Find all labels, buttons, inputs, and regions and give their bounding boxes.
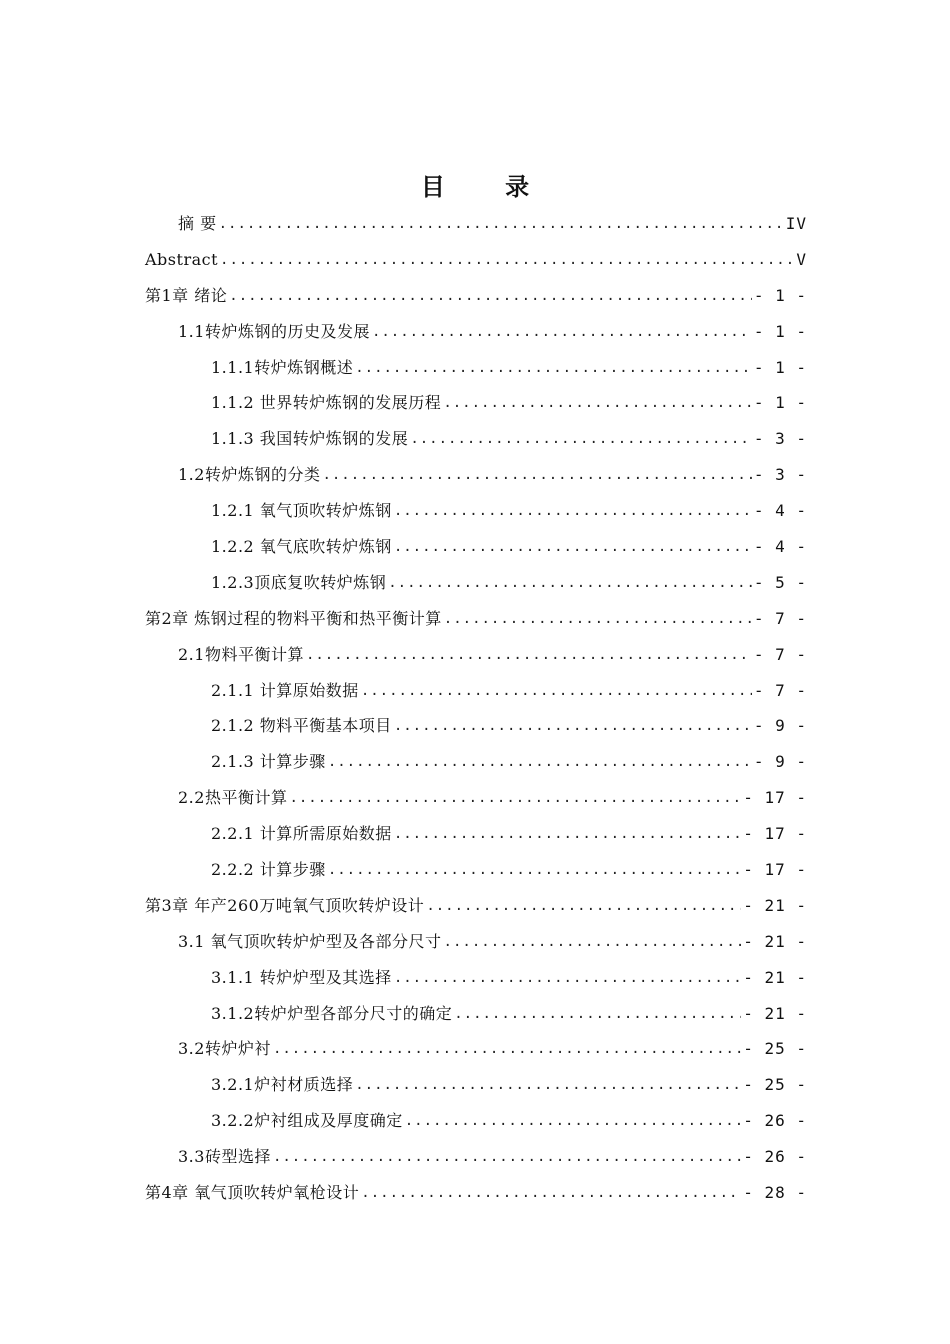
- toc-entry-title: 2.1.1 计算原始数据: [211, 680, 359, 700]
- toc-entry[interactable]: [145, 708, 807, 744]
- dot-leader: [322, 465, 751, 485]
- toc-entry-title: 1.1.3 我国转炉炼钢的发展: [211, 429, 409, 449]
- dot-leader: [394, 824, 741, 844]
- toc-entry[interactable]: [145, 1067, 807, 1103]
- toc-entry-page-number: - 3 -: [753, 429, 807, 449]
- toc-entry-title: 第1章 绪论: [145, 285, 228, 305]
- toc-entry-title: 2.2热平衡计算: [178, 788, 288, 808]
- dot-leader: [328, 860, 741, 880]
- toc-entry-title: 3.2转炉炉衬: [178, 1039, 271, 1059]
- toc-entry[interactable]: [145, 1139, 807, 1175]
- toc-entry[interactable]: [145, 242, 807, 278]
- dot-leader: [394, 501, 752, 521]
- toc-entry-page-number: - 7 -: [753, 680, 807, 700]
- toc-entry-title: 2.1物料平衡计算: [178, 644, 304, 664]
- toc-entry-title: 2.2.2 计算步骤: [211, 859, 326, 879]
- dot-leader: [443, 393, 752, 413]
- toc-entry-page-number: - 26 -: [743, 1147, 807, 1167]
- toc-entry-title: 1.1.2 世界转炉炼钢的发展历程: [211, 393, 442, 413]
- toc-entry[interactable]: [145, 960, 807, 996]
- toc-entry-page-number: - 9 -: [753, 752, 807, 772]
- dot-leader: [306, 645, 752, 665]
- dot-leader: [361, 681, 752, 701]
- toc-entry-page-number: - 17 -: [743, 859, 807, 879]
- toc-entry[interactable]: [145, 601, 807, 637]
- dot-leader: [328, 752, 752, 772]
- toc-title: 目 录: [420, 173, 556, 201]
- toc-entry-page-number: - 9 -: [753, 716, 807, 736]
- dot-leader: [219, 214, 784, 234]
- dot-leader: [289, 788, 741, 808]
- toc-entry[interactable]: [145, 457, 807, 493]
- toc-entry[interactable]: [145, 1175, 807, 1211]
- dot-leader: [410, 429, 752, 449]
- toc-entry-page-number: - 1 -: [753, 285, 807, 305]
- toc-entry-page-number: - 1 -: [753, 393, 807, 413]
- toc-entry-page-number: - 17 -: [743, 824, 807, 844]
- toc-entry[interactable]: [145, 673, 807, 709]
- toc-entry[interactable]: [145, 780, 807, 816]
- toc-entry-page-number: - 17 -: [743, 788, 807, 808]
- toc-entry-page-number: V: [796, 249, 807, 269]
- toc-entry-page-number: - 5 -: [753, 572, 807, 592]
- toc-entry-page-number: - 3 -: [753, 465, 807, 485]
- toc-entry[interactable]: [145, 996, 807, 1032]
- dot-leader: [229, 286, 752, 306]
- dot-leader: [372, 322, 752, 342]
- dot-leader: [355, 1075, 741, 1095]
- toc-entry-page-number: - 25 -: [743, 1039, 807, 1059]
- toc-entry[interactable]: [145, 816, 807, 852]
- toc-entry-page-number: - 28 -: [743, 1182, 807, 1202]
- table-of-contents: [145, 206, 807, 1211]
- toc-entry-title: 1.2.3顶底复吹转炉炼钢: [211, 572, 387, 592]
- toc-entry[interactable]: [145, 529, 807, 565]
- toc-entry-title: 1.2.2 氧气底吹转炉炼钢: [211, 536, 392, 556]
- toc-entry[interactable]: [145, 924, 807, 960]
- toc-entry-page-number: - 26 -: [743, 1111, 807, 1131]
- toc-entry-title: 1.2.1 氧气顶吹转炉炼钢: [211, 501, 392, 521]
- toc-entry[interactable]: [145, 278, 807, 314]
- toc-entry-title: 第3章 年产260万吨氧气顶吹转炉设计: [145, 895, 425, 915]
- dot-leader: [273, 1039, 741, 1059]
- dot-leader: [405, 1111, 741, 1131]
- toc-entry-page-number: - 7 -: [753, 608, 807, 628]
- toc-entry[interactable]: [145, 1031, 807, 1067]
- toc-entry[interactable]: [145, 565, 807, 601]
- toc-entry-title: 1.1转炉炼钢的历史及发展: [178, 321, 370, 341]
- toc-entry-page-number: - 21 -: [743, 895, 807, 915]
- toc-entry-title: 2.1.2 物料平衡基本项目: [211, 716, 392, 736]
- dot-leader: [388, 573, 752, 593]
- toc-entry-title: 3.1.1 转炉炉型及其选择: [211, 967, 392, 987]
- toc-entry-title: 1.2转炉炼钢的分类: [178, 465, 321, 485]
- toc-entry[interactable]: [145, 314, 807, 350]
- toc-entry-page-number: - 1 -: [753, 357, 807, 377]
- toc-entry-page-number: - 21 -: [743, 931, 807, 951]
- toc-entry-title: 摘 要: [178, 213, 217, 233]
- dot-leader: [355, 358, 752, 378]
- toc-entry-title: 3.2.1炉衬材质选择: [211, 1075, 354, 1095]
- dot-leader: [444, 609, 752, 629]
- toc-entry-page-number: - 1 -: [753, 321, 807, 341]
- toc-entry-page-number: - 4 -: [753, 536, 807, 556]
- toc-entry-title: Abstract: [145, 249, 219, 269]
- dot-leader: [444, 932, 742, 952]
- dot-leader: [220, 250, 794, 270]
- dot-leader: [394, 537, 752, 557]
- toc-entry[interactable]: [145, 350, 807, 386]
- toc-entry-title: 第2章 炼钢过程的物料平衡和热平衡计算: [145, 608, 442, 628]
- toc-entry-title: 3.1 氧气顶吹转炉炉型及各部分尺寸: [178, 931, 442, 951]
- toc-entry-page-number: IV: [785, 213, 807, 233]
- toc-entry[interactable]: [145, 852, 807, 888]
- dot-leader: [394, 968, 741, 988]
- toc-entry-title: 3.2.2炉衬组成及厚度确定: [211, 1111, 403, 1131]
- toc-entry[interactable]: [145, 421, 807, 457]
- toc-entry[interactable]: [145, 206, 807, 242]
- toc-entry-page-number: - 21 -: [743, 967, 807, 987]
- toc-entry-title: 2.2.1 计算所需原始数据: [211, 824, 392, 844]
- toc-entry-page-number: - 25 -: [743, 1075, 807, 1095]
- toc-entry[interactable]: [145, 1103, 807, 1139]
- toc-entry[interactable]: [145, 385, 807, 421]
- dot-leader: [273, 1147, 741, 1167]
- toc-entry-title: 3.1.2转炉炉型各部分尺寸的确定: [211, 1003, 453, 1023]
- dot-leader: [361, 1183, 741, 1203]
- toc-entry[interactable]: [145, 637, 807, 673]
- toc-entry-title: 第4章 氧气顶吹转炉氧枪设计: [145, 1182, 360, 1202]
- toc-entry-page-number: - 7 -: [753, 644, 807, 664]
- dot-leader: [454, 1004, 741, 1024]
- toc-entry-page-number: - 4 -: [753, 501, 807, 521]
- toc-entry[interactable]: [145, 493, 807, 529]
- dot-leader: [394, 716, 752, 736]
- toc-entry-page-number: - 21 -: [743, 1003, 807, 1023]
- toc-entry[interactable]: [145, 888, 807, 924]
- toc-entry[interactable]: [145, 744, 807, 780]
- dot-leader: [426, 896, 741, 916]
- toc-entry-title: 2.1.3 计算步骤: [211, 752, 326, 772]
- toc-entry-title: 1.1.1转炉炼钢概述: [211, 357, 354, 377]
- toc-entry-title: 3.3砖型选择: [178, 1147, 271, 1167]
